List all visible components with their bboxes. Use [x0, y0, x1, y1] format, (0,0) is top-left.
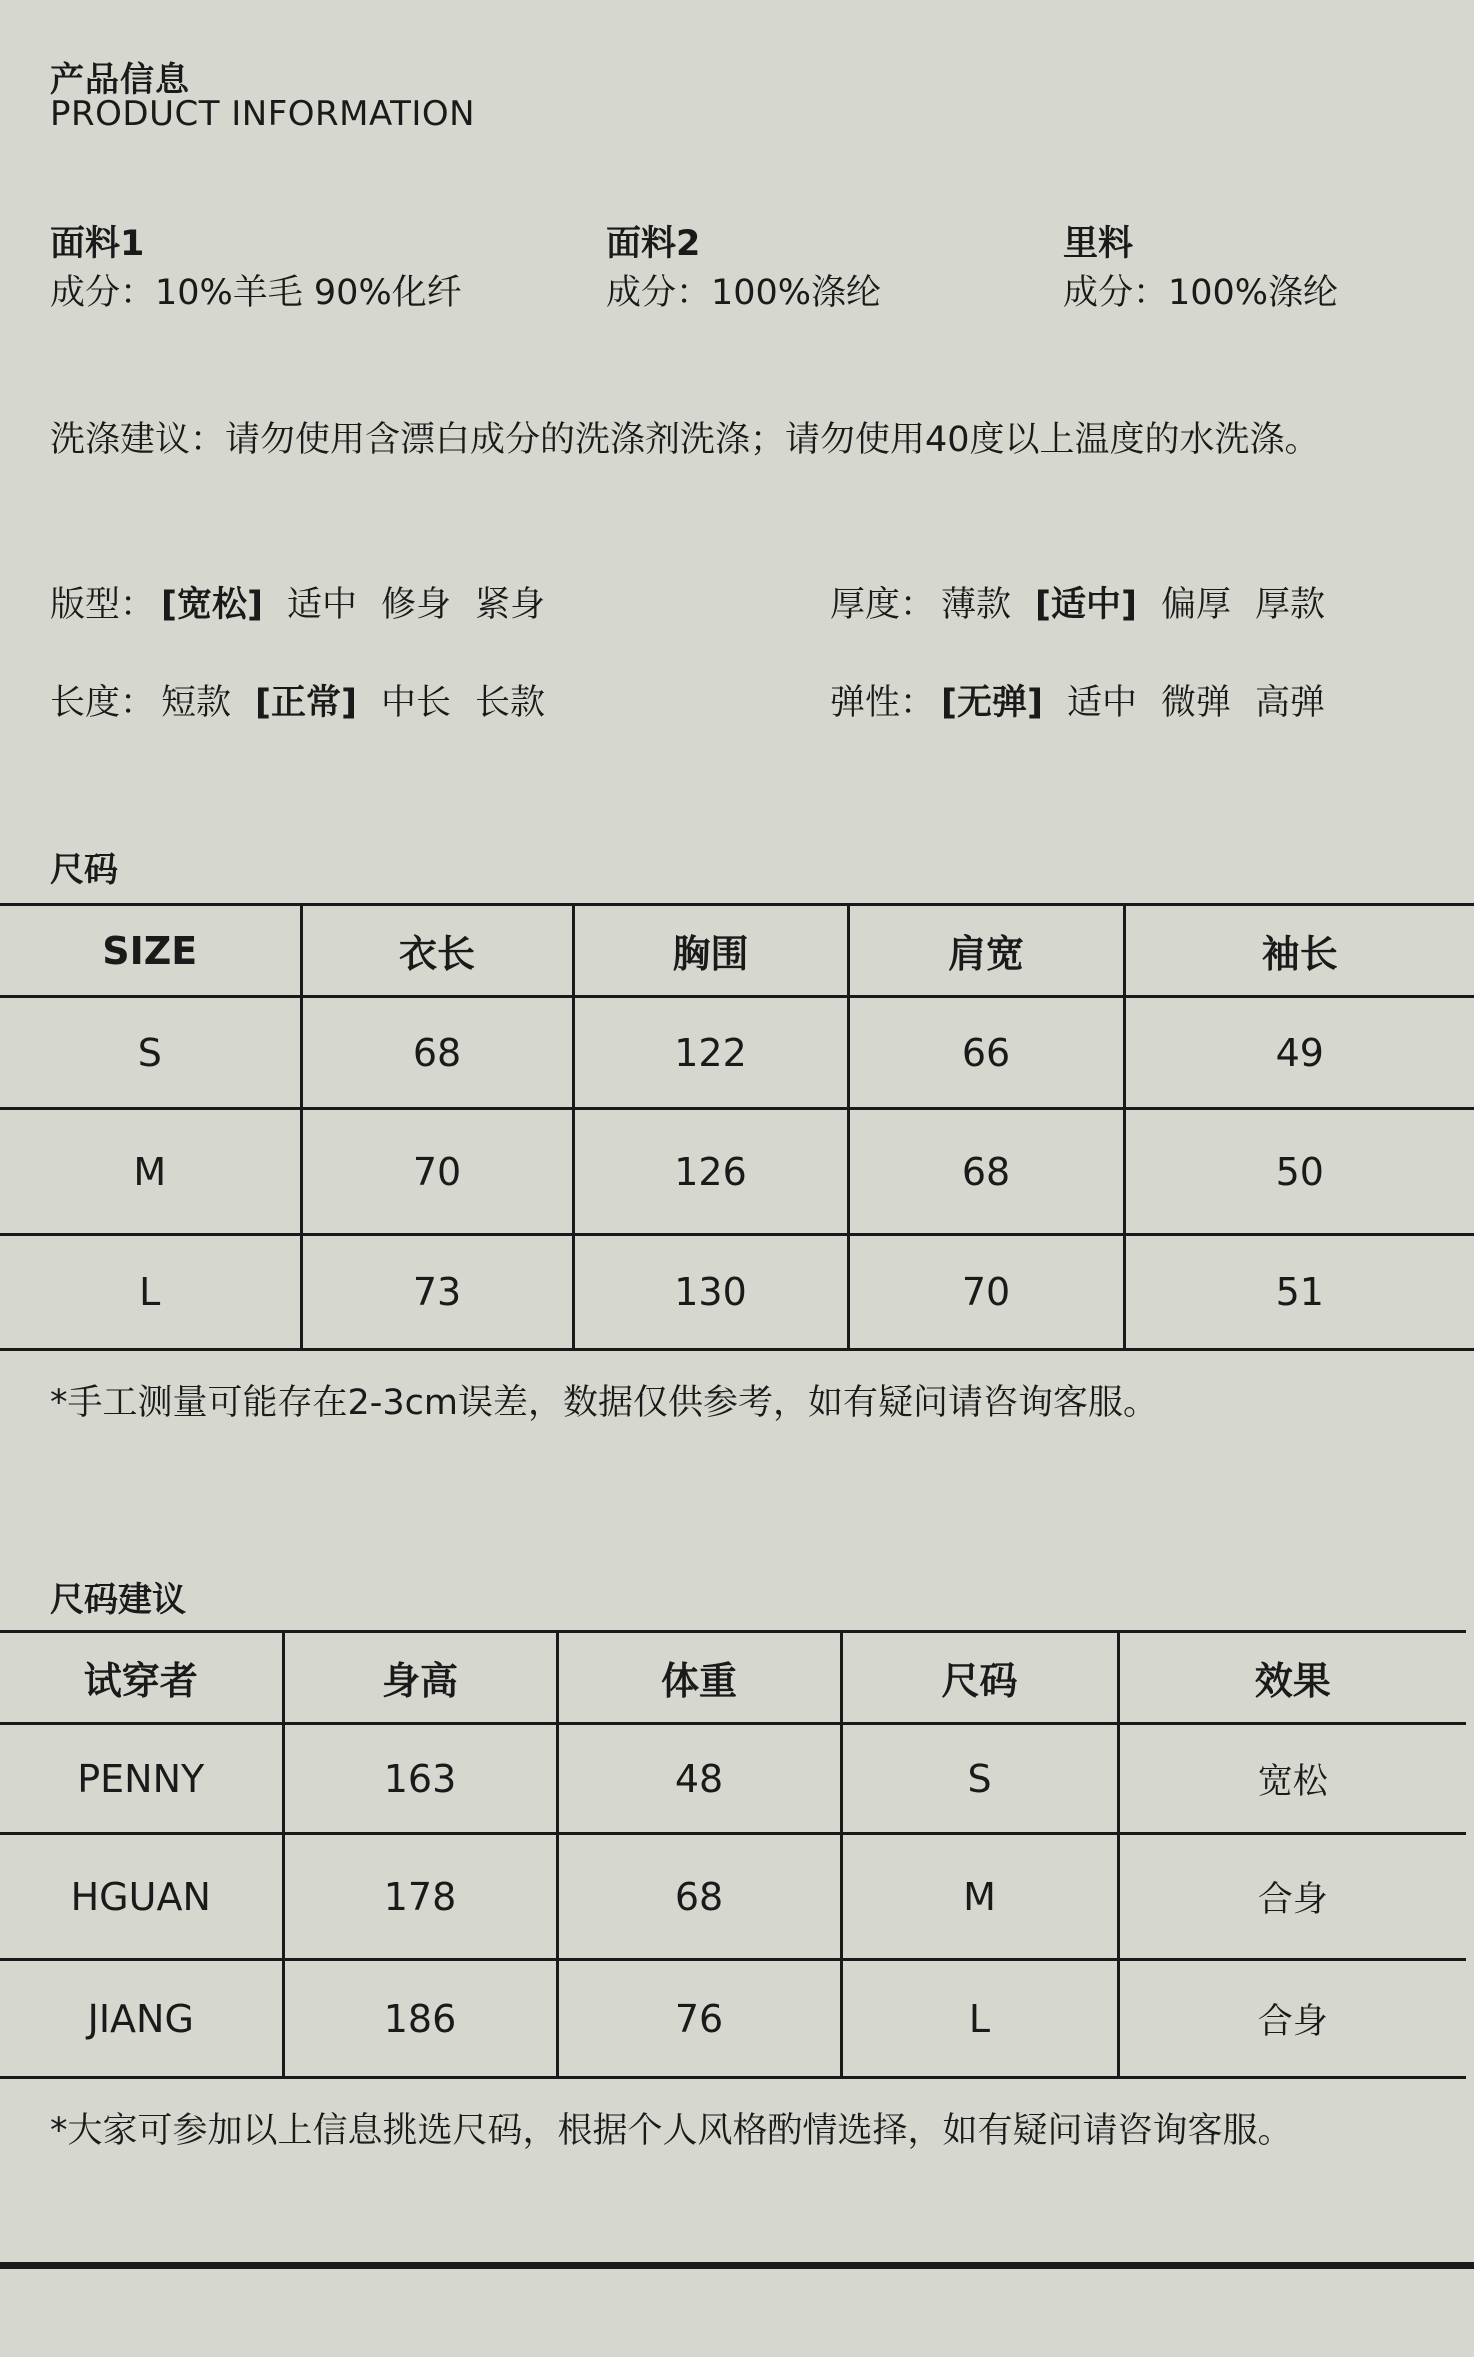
attr-length-label: 长度：	[50, 683, 156, 723]
lining-composition: 成分：100%涤纶	[1063, 273, 1339, 313]
lining-name: 里料	[1063, 224, 1134, 264]
attr-thickness-option: [适中]	[1035, 585, 1138, 625]
size-table-header: SIZE	[0, 905, 301, 997]
attr-fit-option: [宽松]	[161, 585, 264, 625]
size-table-header: 袖长	[1124, 905, 1474, 997]
table-cell: 68	[301, 997, 573, 1109]
fit-table-header: 效果	[1118, 1632, 1466, 1724]
washing-advice: 洗涤建议：请勿使用含漂白成分的洗涤剂洗涤；请勿使用40度以上温度的水洗涤。	[50, 420, 1320, 460]
table-cell: 73	[301, 1235, 573, 1350]
fit-table-header: 体重	[557, 1632, 841, 1724]
attr-length-option: 长款	[475, 683, 546, 723]
attr-fit-option: 紧身	[475, 585, 546, 625]
table-cell: 68	[848, 1109, 1124, 1235]
fit-table-header: 身高	[283, 1632, 557, 1724]
attr-length	[50, 675, 569, 725]
table-cell: PENNY	[0, 1724, 283, 1834]
table-cell: 68	[557, 1834, 841, 1960]
table-cell: 48	[557, 1724, 841, 1834]
fit-table-header: 试穿者	[0, 1632, 283, 1724]
table-cell: M	[841, 1834, 1118, 1960]
size-table-title: 尺码	[50, 850, 118, 890]
attr-thickness-label: 厚度：	[830, 585, 936, 625]
table-cell: 186	[283, 1960, 557, 2078]
table-cell: 51	[1124, 1235, 1474, 1350]
table-cell: 76	[557, 1960, 841, 2078]
fabric-2-composition: 成分：100%涤纶	[606, 273, 882, 313]
attr-elasticity-option: [无弹]	[941, 683, 1044, 723]
table-cell: S	[841, 1724, 1118, 1834]
fit-table-note: *大家可参加以上信息挑选尺码，根据个人风格酌情选择，如有疑问请咨询客服。	[50, 2111, 1293, 2151]
size-table-note: *手工测量可能存在2-3cm误差，数据仅供参考，如有疑问请咨询客服。	[50, 1383, 1159, 1423]
table-cell: 178	[283, 1834, 557, 1960]
attr-elasticity-option: 适中	[1067, 683, 1138, 723]
table-cell: 122	[573, 997, 848, 1109]
page-title-en: PRODUCT INFORMATION	[50, 94, 476, 134]
table-row	[0, 1724, 1466, 1834]
attr-fit-label: 版型：	[50, 585, 156, 625]
size-table-header: 胸围	[573, 905, 848, 997]
attr-elasticity-option: 微弹	[1161, 683, 1232, 723]
table-cell: 70	[301, 1109, 573, 1235]
size-table-header: 衣长	[301, 905, 573, 997]
fabric-1-name: 面料1	[50, 224, 145, 264]
table-row	[0, 1960, 1466, 2078]
table-row	[0, 1109, 1474, 1235]
fit-table	[0, 1630, 1466, 2079]
table-cell: 宽松	[1118, 1724, 1466, 1834]
table-cell: 70	[848, 1235, 1124, 1350]
size-table	[0, 903, 1474, 1351]
table-cell: M	[0, 1109, 301, 1235]
table-cell: 合身	[1118, 1834, 1466, 1960]
attr-fit-option: 适中	[287, 585, 358, 625]
table-row	[0, 1235, 1474, 1350]
table-cell: 126	[573, 1109, 848, 1235]
fit-table-title: 尺码建议	[50, 1580, 186, 1620]
attr-elasticity-label: 弹性：	[830, 683, 936, 723]
attr-thickness-option: 厚款	[1255, 585, 1326, 625]
size-table-header-row	[0, 905, 1474, 997]
table-cell: 49	[1124, 997, 1474, 1109]
attr-fit-option: 修身	[381, 585, 452, 625]
fabric-1-composition: 成分：10%羊毛 90%化纤	[50, 273, 462, 313]
fit-table-header-row	[0, 1632, 1466, 1724]
attr-elasticity-option: 高弹	[1255, 683, 1326, 723]
table-cell: L	[0, 1235, 301, 1350]
attr-length-option: [正常]	[255, 683, 358, 723]
table-cell: 130	[573, 1235, 848, 1350]
bottom-divider	[0, 2262, 1474, 2269]
table-cell: 66	[848, 997, 1124, 1109]
attr-length-option: 短款	[161, 683, 232, 723]
size-table-header: 肩宽	[848, 905, 1124, 997]
attr-thickness-option: 偏厚	[1161, 585, 1232, 625]
table-cell: 合身	[1118, 1960, 1466, 2078]
attr-thickness-option: 薄款	[941, 585, 1012, 625]
attr-thickness	[830, 577, 1349, 627]
table-cell: 50	[1124, 1109, 1474, 1235]
fit-table-header: 尺码	[841, 1632, 1118, 1724]
table-cell: JIANG	[0, 1960, 283, 2078]
fabric-2-name: 面料2	[606, 224, 701, 264]
table-cell: L	[841, 1960, 1118, 2078]
table-cell: 163	[283, 1724, 557, 1834]
attr-fit	[50, 577, 569, 627]
attr-length-option: 中长	[381, 683, 452, 723]
table-cell: S	[0, 997, 301, 1109]
page-title-cn: 产品信息	[50, 60, 190, 100]
attr-elasticity	[830, 675, 1349, 725]
table-row	[0, 1834, 1466, 1960]
table-cell: HGUAN	[0, 1834, 283, 1960]
table-row	[0, 997, 1474, 1109]
